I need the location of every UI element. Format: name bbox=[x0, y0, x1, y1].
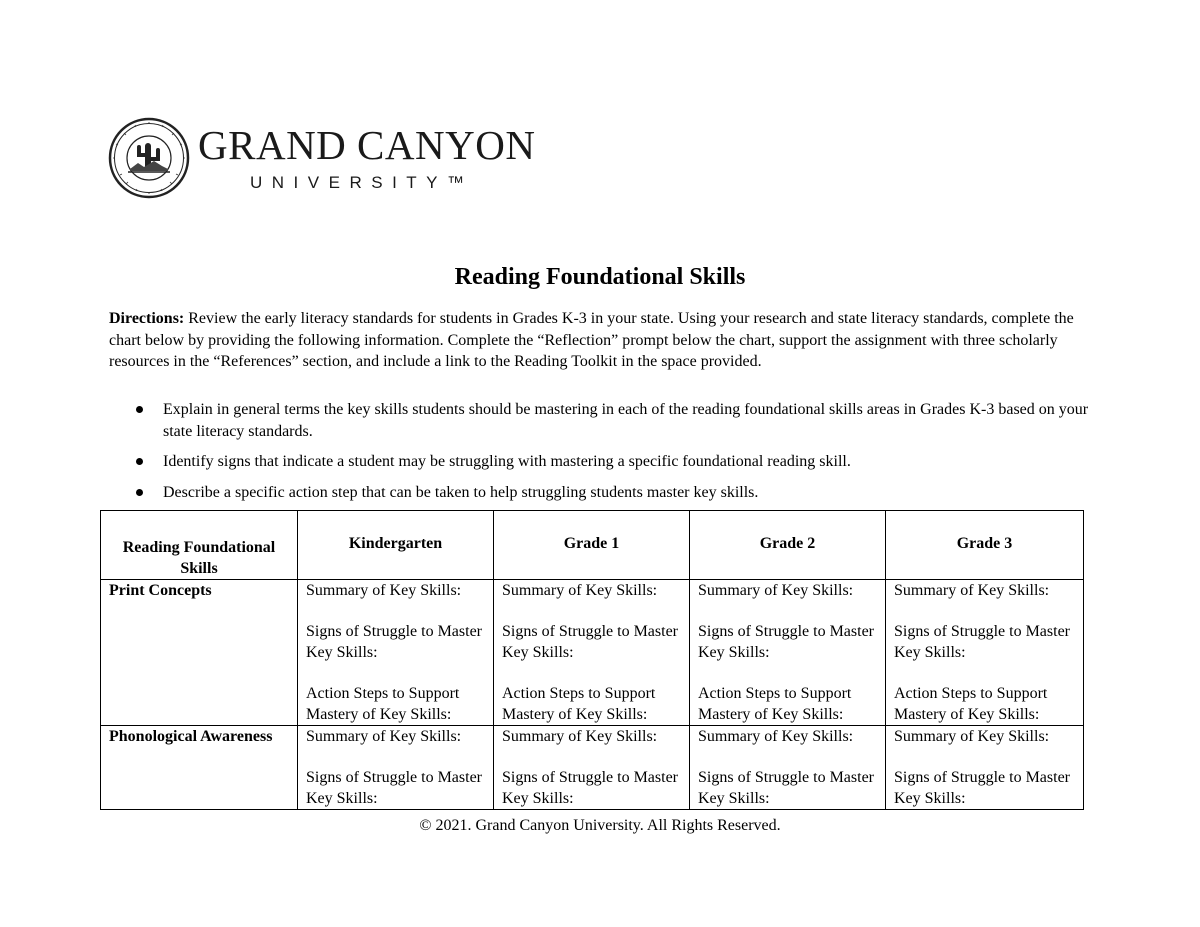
table-cell[interactable] bbox=[886, 580, 1084, 726]
bullet-icon bbox=[136, 489, 143, 496]
list-item-text: Identify signs that indicate a student may be struggling with mastering a specific foundational reading skill. bbox=[163, 453, 851, 470]
directions-paragraph bbox=[109, 308, 1079, 373]
summary-prompt: Summary of Key Skills: bbox=[502, 728, 658, 745]
column-header-kindergarten: Kindergarten bbox=[298, 511, 494, 580]
actions-prompt: Action Steps to Support Mastery of Key Skills: bbox=[894, 685, 1048, 723]
table-cell[interactable] bbox=[298, 726, 494, 810]
summary-prompt: Summary of Key Skills: bbox=[306, 582, 462, 599]
actions-prompt: Action Steps to Support Mastery of Key Skills: bbox=[698, 685, 852, 723]
signs-prompt: Signs of Struggle to Master Key Skills: bbox=[698, 769, 874, 807]
university-seal-icon bbox=[108, 117, 190, 199]
actions-prompt: Action Steps to Support Mastery of Key Skills: bbox=[502, 685, 656, 723]
table-row bbox=[101, 726, 1084, 810]
directions-text: Review the early literacy standards for students in Grades K-3 in your state. Using your research and state literacy standards, complete the chart below by providing the following information. Complete the “Reflection” prompt below the chart, support the assignment with three scholarly resources in the “References” section, and include a link to the Reading Toolkit in the space provided. bbox=[109, 310, 1074, 370]
list-item bbox=[109, 482, 1089, 504]
summary-prompt: Summary of Key Skills: bbox=[894, 582, 1050, 599]
column-header-grade-1: Grade 1 bbox=[494, 511, 690, 580]
table-header-row bbox=[101, 511, 1084, 580]
wordmark-subtitle: UNIVERSITY™ bbox=[250, 173, 474, 192]
summary-prompt: Summary of Key Skills: bbox=[502, 582, 658, 599]
table-cell[interactable] bbox=[690, 580, 886, 726]
column-header-grade-3: Grade 3 bbox=[886, 511, 1084, 580]
table-cell[interactable] bbox=[886, 726, 1084, 810]
list-item-text: Explain in general terms the key skills students should be mastering in each of the reading foundational skills areas in Grades K-3 based on your state literacy standards. bbox=[163, 401, 1089, 440]
row-header-print-concepts: Print Concepts bbox=[101, 580, 298, 726]
copyright-footer: © 2021. Grand Canyon University. All Rights Reserved. bbox=[419, 817, 781, 834]
skills-chart-table bbox=[100, 510, 1084, 810]
signs-prompt: Signs of Struggle to Master Key Skills: bbox=[306, 623, 482, 661]
wordmark bbox=[198, 117, 535, 193]
list-item bbox=[109, 399, 1089, 442]
list-item bbox=[109, 451, 1089, 473]
table-cell[interactable] bbox=[690, 726, 886, 810]
signs-prompt: Signs of Struggle to Master Key Skills: bbox=[502, 769, 678, 807]
bullet-icon bbox=[136, 458, 143, 465]
wordmark-name: GRAND CANYON bbox=[198, 122, 536, 168]
column-header-grade-2: Grade 2 bbox=[690, 511, 886, 580]
row-header-phonological-awareness: Phonological Awareness bbox=[101, 726, 298, 810]
summary-prompt: Summary of Key Skills: bbox=[894, 728, 1050, 745]
page-title: Reading Foundational Skills bbox=[454, 264, 746, 290]
bullet-icon bbox=[136, 406, 143, 413]
signs-prompt: Signs of Struggle to Master Key Skills: bbox=[306, 769, 482, 807]
university-logo bbox=[108, 117, 536, 203]
actions-prompt: Action Steps to Support Mastery of Key Skills: bbox=[306, 685, 460, 723]
signs-prompt: Signs of Struggle to Master Key Skills: bbox=[894, 769, 1070, 807]
directions-label: Directions: bbox=[109, 310, 185, 327]
signs-prompt: Signs of Struggle to Master Key Skills: bbox=[698, 623, 874, 661]
summary-prompt: Summary of Key Skills: bbox=[698, 728, 854, 745]
instruction-list bbox=[109, 399, 1089, 512]
table-cell[interactable] bbox=[494, 726, 690, 810]
signs-prompt: Signs of Struggle to Master Key Skills: bbox=[502, 623, 678, 661]
table-cell[interactable] bbox=[298, 580, 494, 726]
table-row bbox=[101, 580, 1084, 726]
summary-prompt: Summary of Key Skills: bbox=[698, 582, 854, 599]
table-cell[interactable] bbox=[494, 580, 690, 726]
list-item-text: Describe a specific action step that can be taken to help struggling students master key skills. bbox=[163, 483, 759, 501]
summary-prompt: Summary of Key Skills: bbox=[306, 728, 462, 745]
signs-prompt: Signs of Struggle to Master Key Skills: bbox=[894, 623, 1070, 661]
column-header-skills: Reading Foundational Skills bbox=[101, 511, 298, 580]
